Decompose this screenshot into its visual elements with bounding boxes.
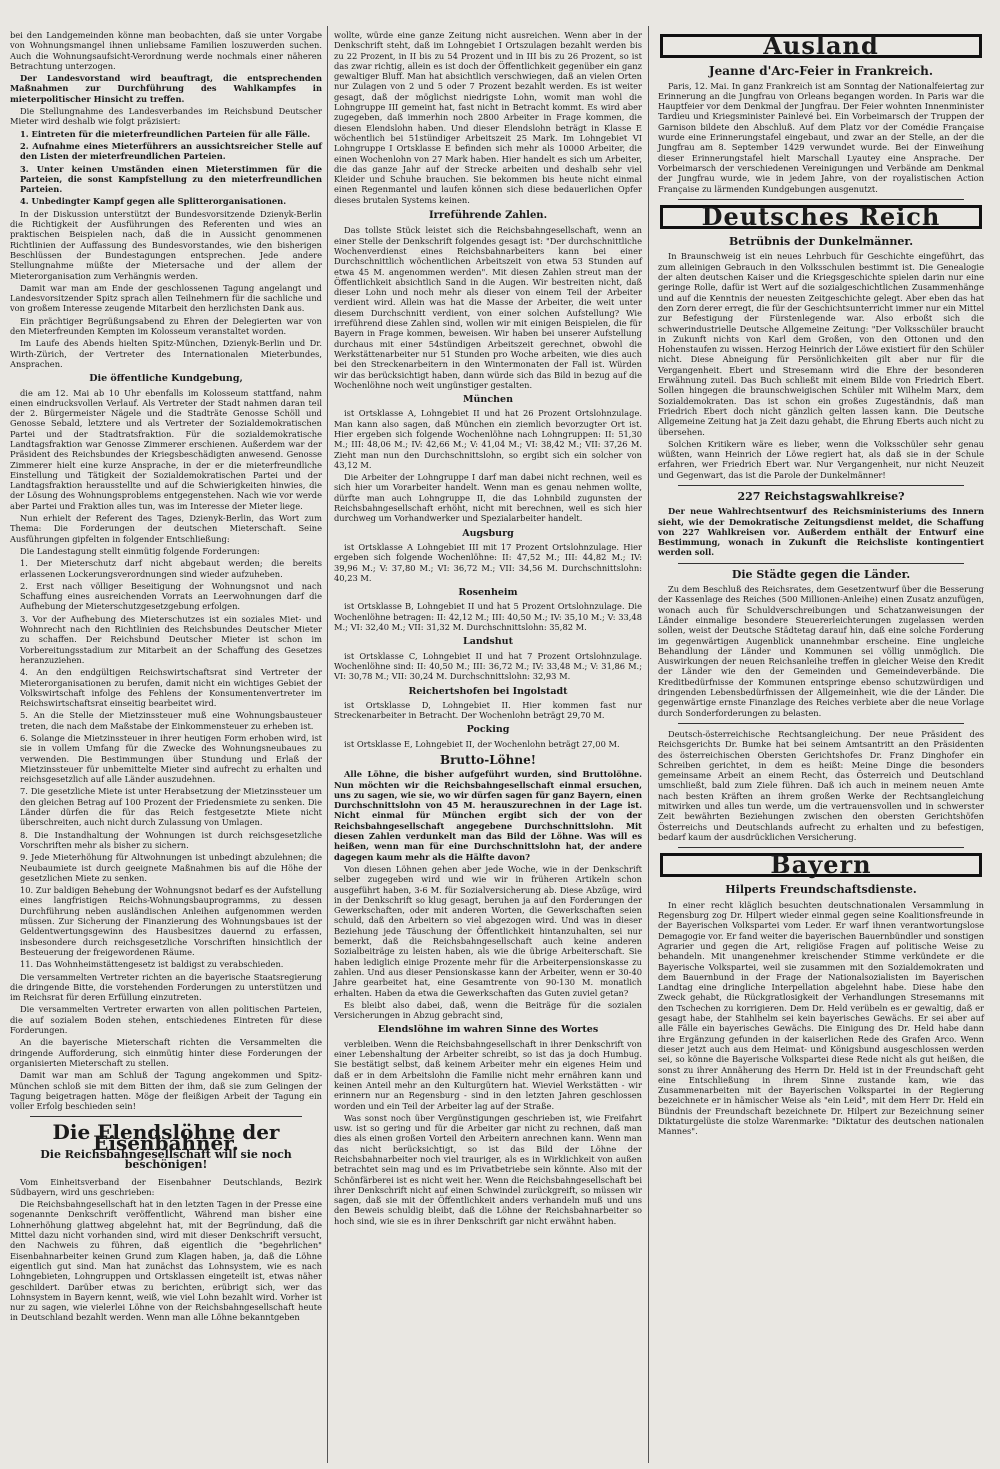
divider — [678, 847, 964, 848]
paragraph: Von diesen Löhnen gehen aber jede Woche, wie in der Denkschrift selber zugegeben wird und wie wir in früheren Artikeln schon ausgeführt haben, 3-6 M. für Sozialversicherung ab. Diese Abzüge, wird in der Denkschrift so klug gesagt, beruhen ja auf den Forderungen der Gewerkschaften, oder mit anderen Worten, die Gewerkschaften seien schuld, daß den Arbeitern so viel abgezogen wird. Und was in dieser Beziehung jede Täuschung der Öffentlichkeit hintanzuhalten, sei nur bemerkt, daß die Reichsbahngesellschaft auch keine anderen Sozialbeiträge zu leisten haben, als wie die übrige Arbeiterschaft. Sie haben lediglich einige Prozente mehr für die Arbeiterpensionskasse zu zahlen. Und aus dieser Pensionskasse kann der Arbeiter, wenn er 30-40 Jahre gearbeitet hat, eine Gesamtrente von 90-130 M. monatlich erhalten. Haben da etwa die Gewerkschaften das Guten zuviel getan? — [334, 863, 642, 998]
paragraph: Paris, 12. Mai. In ganz Frankreich ist am Sonntag der Nationalfeiertag zur Erinnerung an die Jungfrau von Orleans begangen worden. In Paris war die Hauptfeier vor dem Denkmal der Jungfrau. Der Feier wohnten Innenminister Tardieu und Kriegsminister Painlevé bei. Ein Vorbeimarsch der Truppen der Garnison bildete den Abschluß. Auf dem Platz vor der Comédie Française wurde eine Erinnerungstafel eingebaut, und zwar an der Stelle, an der die Jungfrau am 8. September 1429 verwundet wurde. Bei der Einweihung dieser Erinnerungstafel hielt Marschall Lyautey eine Ansprache. Der Vorbeimarsch der verschiedenen Vereinigungen und Verbände am Denkmal der Jungfrau wurde, wie in jedem Jahre, von der royalistischen Action Française zu lärmenden Kundgebungen ausgenutzt. — [658, 80, 984, 194]
paragraph: Im Laufe des Abends hielten Spitz-München, Dzienyk-Berlin und Dr. Wirth-Zürich, der Vertreter des Internationalen Mieterbundes, Ansprachen. — [10, 338, 322, 369]
list-item: 4. Unbedingter Kampf gegen alle Splitterorganisationen. — [20, 196, 287, 207]
list-item: 3. Unter keinen Umständen einen Mieterstimmen für die Parteien, die sonst Kampfstellung zu den mieterfreundlichen Parteien. — [20, 163, 322, 195]
column-left — [10, 30, 322, 1325]
article-headline: 227 Reichstagswahlkreise? — [737, 489, 905, 503]
paragraph: ist Ortsklasse C, Lohngebiet II und hat 7 Prozent Ortslohnzulage. Wochenlöhne sind: II: 40,50 M.; III: 36,72 M.; IV: 33,48 M.; V: 31,86 M.; VI: 30,78 M.; VII: 30,24 M. Durchschnittslohn: 32,93 M. — [334, 650, 642, 682]
position-list — [10, 129, 322, 207]
list-item: 3. Vor der Aufhebung des Mieterschutzes ist ein soziales Miet- und Wohnrecht nach den Richtlinien des Reichsbundes Deutscher Mieter zu schaffen. Der Reichsbund Deutscher Mieter ist schon im Vorbereitungsstadium zur Mitarbeit an der Schaffung des Gesetzes heranzuziehen. — [20, 613, 322, 665]
column-divider — [648, 26, 649, 1463]
section-heading: Die öffentliche Kundgebung, — [89, 373, 243, 385]
paragraph: Ein prächtiger Begrüßungsabend zu Ehren der Delegierten war von den Mieterfreunden Kempten im Kolosseum veranstaltet worden. — [10, 315, 322, 337]
paragraph: In Braunschweig ist ein neues Lehrbuch für Geschichte eingeführt, das zum alleinigen Gebrauch in den Volksschulen bestimmt ist. Die Genealogie der alten deutschen Kaiser und die Kriegsgeschichte spielen darin nur eine geringe Rolle, dafür ist Wert auf die sozialgeschichtlichen Zusammenhänge und auf die Kenntnis der neuesten Zeitgeschichte gelegt. Aber eben das hat den Zorn derer erregt, die für der Geschichtsunterricht immer nur ein Mittel zur Befestigung der Fürstenlegende war. Also erboßt sich die schwerindustrielle Deutsche Allgemeine Zeitung: "Der Volksschüler braucht in Zukunft nichts von Karl dem Großen, von den Ottonen und den Hohenstaufen zu wissen. Herzog Heinrich der Löwe existiert für den Schüler nicht. Diese Abneigung für Persönlichkeiten gilt aber nur für die Vergangenheit. Ebert und Stresemann wird die Ehre der besonderen Erwähnung zuteil. Das Buch schließt mit einem Bilde von Friedrich Ebert. Sollen hingegen die braunschweigischen Schüler mit Wilhelm Marx, dem Sozialdemokraten. Das ist schon ein großes Zugeständnis, daß man Friedrich Ebert doch nicht gänzlich gelten lassen kann. Die Deutsche Allgemeine Zeitung hat ja Zeit dazu gehabt, die Ehrung Eberts auch nicht zu übersehen. — [658, 251, 984, 437]
paragraph: verbleiben. Wenn die Reichsbahngesellschaft in ihrer Denkschrift von einer Lebenshaltung der Arbeiter schreibt, so ist das ja doch Humbug. Sie bestätigt selbst, daß keinem Arbeiter mehr ein eigenes Heim und daß er in dem Arbeitslohn die Familie nicht mehr ernähren kann und keinen Anteil mehr an den Kulturgütern hat. Wieviel Werkstätten - wir erinnern nur an Regensburg - sind in den letzten Jahren geschlossen worden und ein Teil der Arbeiter lag auf der Straße. — [334, 1038, 642, 1111]
section-heading: Brutto-Löhne! — [439, 753, 537, 767]
section-box-header: Deutsches Reich — [660, 205, 982, 229]
list-item: 9. Jede Mieterhöhung für Altwohnungen ist unbedingt abzulehnen; die Neubaumiete ist durch geeignete Maßnahmen bis auf die Höhe der gesetzlichen Miete zu senken. — [20, 852, 322, 883]
paragraph: Vom Einheitsverband der Eisenbahner Deutschlands, Bezirk Südbayern, wird uns geschrieben: — [10, 1176, 322, 1197]
article-headline: Hilperts Freundschaftsdienste. — [725, 883, 917, 897]
paragraph: Die Stellungnahme des Landesverbandes im Reichsbund Deutscher Mieter wird deshalb wie folgt präzisiert: — [10, 106, 322, 127]
paragraph: Damit war man am Schluß der Tagung angekommen und Spitz-München schloß sie mit dem Bitten der ihm, daß sie zum Gelingen der Tagung beigetragen hatten. Möge der fleißigen Arbeit der Tagung ein voller Erfolg beschieden sein! — [10, 1070, 322, 1112]
paragraph: ist Ortsklasse A, Lohngebiet II und hat 26 Prozent Ortslohnzulage. Man kann also sagen, daß München ein ziemlich bevorzugter Ort ist. Hier ergeben sich folgende Wochenlöhne nach Lohngruppen: II: 51,30 M.; III: 48,06 M.; IV: 42,66 M.; V: 41,04 M.; VI: 38,42 M.; VII: 37,26 M. Zieht man nun den Durchschnittslohn, so ergibt sich ein solcher von 43,12 M. — [334, 408, 642, 470]
article-headline: Die Elendslöhne der Eisenbahner. — [52, 1120, 280, 1155]
paragraph: Zu dem Beschluß des Reichsrates, dem Gesetzentwurf über die Besserung der Kassenlage des Reiches (500 Millionen-Anleihe) einen Zusatz anzufügen, wonach auch für Schuldverschreibungen und Schatzanweisungen der Länder einmalige besondere Steuererleichterungen zugelassen werden sollen, weist der Deutsche Städtetag darauf hin, daß eine solche Forderung im gegenwärtigen Augenblick unannehmbar erscheine. Eine ungleiche Behandlung der Länder und Kommunen sei völlig unmöglich. Die Auswirkungen der neuen Reichsanleihe treffen in gleicher Weise den Kredit der Länder wie den der Gemeinden und Gemeindeverbände. Die Kreditbedürfnisse der Kommunen entspringe ebenso schutzwürdigen und dringenden Lebensbedürfnissen der Allgemeinheit, wie die der Länder. Die gegenwärtige ernste Finanzlage des Reiches verbiete aber die neue Vorlage durch Sonderforderungen zu belasten. — [658, 584, 984, 718]
divider — [678, 485, 964, 486]
column-divider — [327, 26, 328, 1463]
paragraph: Die versammelten Vertreter erwarten von allen politischen Parteien, die auf sozialem Boden stehen, entschiedenes Eintreten für diese Forderungen. — [10, 1004, 322, 1036]
list-item: 4. An den endgültigen Reichswirtschaftsrat sind Vertreter der Mieterorganisationen zu berufen, damit nicht ein wichtiges Gebiet der Volkswirtschaft infolge des Fehlens der Konsumentenvertreter im Reichswirtschaftsrat einseitig bearbeitet wird. — [20, 667, 322, 709]
paragraph: Damit war man am Ende der geschlossenen Tagung angelangt und Landesvorsitzender Spitz sprach allen Teilnehmern für die sachliche und von großem Interesse zeugende Mitarbeit den herzlichsten Dank aus. — [10, 282, 322, 314]
column-right — [658, 30, 984, 1139]
section-box-header: Ausland — [660, 34, 982, 58]
paragraph: bei den Landgemeinden könne man beobachten, daß sie unter Vorgabe von Wohnungsmangel ihnen unliebsame Familien loszuwerden suchen. Auch die Wohnungsaufsicht-Verordnung werde nochmals einer näheren Betrachtung unterzogen. — [10, 30, 322, 71]
paragraph: ist Ortsklasse E, Lohngebiet II, der Wochenlohn beträgt 27,00 M. — [344, 738, 620, 749]
city-heading: Landshut — [463, 636, 513, 648]
article-subheadline: Die Reichsbahngesellschaft will sie noch beschönigen! — [40, 1147, 292, 1172]
paragraph: wollte, würde eine ganze Zeitung nicht ausreichen. Wenn aber in der Denkschrift steht, daß im Lohngebiet I Ortszulagen bezahlt werden bis zu 22 Prozent, in II bis zu 54 Prozent und in III bis zu 26 Prozent, so ist das zwar richtig, allein es ist doch der Öffentlichkeit gegenüber ein ganz gewaltiger Bluff. Man hat absichtlich verschwiegen, daß an vielen Orten nur Zulagen von 2 und 5 oder 7 Prozent bezahlt werden. Es ist weiter gesagt, daß der möglichst niedrigste Lohn, womit man wohl die Lohngruppe III gemeint hat, fast nicht in Betracht kommt. Es wird aber zugegeben, daß immerhin noch 2800 Arbeiter in Frage kommen, die diesen Elendslohn haben. Und dieser Elendslohn beträgt in Klasse E wöchentlich bei 51stündiger Arbeitszeit 25 Mark. Im Lohngebiet VI Lohngruppe I Ortsklasse E befinden sich mehr als 10000 Arbeiter, die einen Wochenlohn von 27 Mark haben. Hier handelt es sich um Arbeiter, die das ganze Jahr auf der Strecke arbeiten und deshalb sehr viel Kleider und Schuhe brauchen. Sie bekommen bis heute nicht einmal einen Regenmantel und laufen können sich diese bedauerlichen Opfer dieses brutalen Systems keinen. — [334, 30, 642, 205]
city-heading: Rosenheim — [458, 587, 518, 599]
list-item: 2. Aufnahme eines Mieterführers an aussichtsreicher Stelle auf den Listen der mieterfreundlichen Parteien. — [20, 140, 322, 162]
paragraph: Die Arbeiter der Lohngruppe I darf man dabei nicht rechnen, weil es sich hier um Vorarbeiter handelt. Wenn man es genau nehmen wollte, dürfte man auch Lohngruppe II, die das Lohnbild zugunsten der Reichsbahngesellschaft erhöht, nicht mit berechnen, weil es sich hier durchweg um Vorhandwerker und Spezialarbeiter handelt. — [334, 472, 642, 524]
paragraph: Die versammelten Vertreter richten an die bayerische Staatsregierung die dringende Bitte, die vorstehenden Forderungen zu unterstützen und im Reichsrat für deren Erfüllung einzutreten. — [10, 971, 322, 1003]
divider — [30, 1116, 302, 1117]
section-heading: Irreführende Zahlen. — [428, 210, 548, 222]
paragraph: In einer recht kläglich besuchten deutschnationalen Versammlung in Regensburg zog Dr. Hilpert wieder einmal gegen seine Koalitionsfreunde in der Bayerischen Volkspartei vom Leder. Er warf ihnen verantwortungslose Demagogie vor. Er fand weiter die bayerischen Bauernbündler und sonstigen Agrarier und gegen die Art, religiöse Fragen auf politische Weise zu behandeln. Mit unangenehmer kreischender Stimme verkündete er die Bayerische Volkspartei, weil sie zusammen mit den Sozialdemokraten und dem Bauernbund in der Frage der Nationalsozialisten im Bayerischen Landtag eine dringliche Interpellation abgelehnt habe. Diese habe den Zweck gehabt, die Rückgratlosigkeit der Verhandlungen Stresemanns mit den Tschechen zu korrigieren. Dem Dr. Held verübeln es er gewaltig, daß er gesagt habe, der Stahlhelm sei kein bayerisches Gewächs. Er sei aber auf alle Fälle ein bayerisches Gewächs. Die Einigung des Dr. Held habe dann ihre Ergänzung gefunden in der kaiserlichen Rede des Grafen Arco. Wenn dieser jetzt auch aus dem Heimat- und Königsbund ausgeschlossen werden sei, so könne die Bayerische Volkspartei diese Rede nicht als gut heißen, die sonst zu ihrer Annäherung des Herrn Dr. Held ist in der Freundschaft geht eine Entschließung in ihrem Sinne zustande kam, wie das Zusammenarbeiten mit der Bayerischen Volkspartei in der Regierung bezeichnete er in hämischer Weise als "ein Leid", mit dem Herr Dr. Held ein Bündnis der Freundschaft bezeichnete Dr. Hilpert zur Bezeichnung seiner Diktaturgelüste die stolze Warenmarke: "Diktatur des deutschen nationalen Mannes". — [658, 899, 984, 1137]
paragraph: Es bleibt also dabei, daß, wenn die Beiträge für die sozialen Versicherungen in Abzug gebracht sind, — [334, 999, 642, 1021]
section-heading: Elendslöhne im wahren Sinne des Wortes — [377, 1024, 599, 1036]
list-item: 8. Die Instandhaltung der Wohnungen ist durch reichsgesetzliche Vorschriften mehr als bisher zu sichern. — [20, 829, 322, 850]
article-headline: Betrübnis der Dunkelmänner. — [728, 235, 914, 249]
paragraph: Was sonst noch über Vergünstigungen geschrieben ist, wie Freifahrt usw. ist so gering und für die Arbeiter gar nicht zu rechnen, daß man dies als einen großen Vorteil den Arbeitern anrechnen kann. Wenn man das nicht berücksichtigt, so ist das Bild der Löhne der Reichsbahnarbeiter noch viel trauriger, als es in Wirklichkeit von außen betrachtet sein mag und es im Privatbetriebe sein könnte. Also mit der Schönfärberei ist es nicht weit her. Wenn die Reichsbahngesellschaft bei ihrer Denkschrift nicht auf einen Schwindel zurückgreift, so müssen wir sagen, daß sie mit der Öffentlichkeit anders verhandeln muß und uns den Beweis schuldig bleibt, daß die Löhne der Reichsbahnarbeiter so hoch sind, wie sie es in ihrer Denkschrift gar nicht erwähnt haben. — [334, 1112, 642, 1226]
paragraph: Nun erhielt der Referent des Tages, Dzienyk-Berlin, das Wort zum Thema: Die Forderungen der deutschen Mieterschaft. Seine Ausführungen gipfelten in folgender Entschließung: — [10, 513, 322, 544]
paragraph: ist Ortsklasse D, Lohngebiet II. Hier kommen fast nur Streckenarbeiter in Betracht. Der Wochenlohn beträgt 29,70 M. — [334, 699, 642, 721]
divider — [678, 563, 964, 564]
list-item: 1. Der Mieterschutz darf nicht abgebaut werden; die bereits erlassenen Lockerungsverordnungen sind wieder aufzuheben. — [20, 558, 322, 579]
paragraph: die am 12. Mai ab 10 Uhr ebenfalls im Kolosseum stattfand, nahm einen eindrucksvollen Verlauf. Als Vertreter der Stadt nahmen daran teil der 2. Bürgermeister Nägele und die Stadträte Genosse Schöll und Genosse Sebald, letztere und als Vertreter der Sozialdemokratischen Partei und der Stadtratsfraktion. Für die sozialdemokratische Landtagsfraktion war Genosse Zimmerer erschienen. Außerdem war der Präsident des Reichsbundes der Kriegsbeschädigten anwesend. Genosse Zimmerer hielt eine kurze Ansprache, in der er die mieterfreundliche Einstellung und Tätigkeit der Sozialdemokratischen Partei und der Landtagsfraktion herausstellte und auf die Schwierigkeiten hinwies, die der Lösung des Wohnungsproblems entgegenstehen. Nach wie vor werde aber Partei und Fraktion alles tun, was im Interesse der Mieter liege. — [10, 387, 322, 511]
list-item: 7. Die gesetzliche Miete ist unter Herabsetzung der Mietzinssteuer um den gleichen Betrag auf 100 Prozent der Friedensmiete zu senken. Die Länder dürfen die für das Reich festgesetzte Miete nicht überschreiten, auch nicht durch Zulassung von Umlagen. — [20, 786, 322, 828]
paragraph: Der Landesvorstand wird beauftragt, die entsprechenden Maßnahmen zur Durchführung des Wahlkampfes in mieterpolitischer Hinsicht zu treffen. — [10, 73, 322, 104]
demands-list — [10, 558, 322, 969]
section-box-header: Bayern — [660, 853, 982, 877]
city-heading: Reichertshofen bei Ingolstadt — [408, 685, 568, 697]
list-item: 6. Solange die Mietzinssteuer in ihrer heutigen Form erhoben wird, ist sie in vollem Umfang für die Zwecke des Wohnungsneubaues zu verwenden. Die Bestimmungen über Stundung und Erlaß der Mietzinssteuer für unbemittelte Mieter sind aufrecht zu erhalten und reichsgesetzlich auf alle Länder auszudehnen. — [20, 733, 322, 785]
paragraph: Alle Löhne, die bisher aufgeführt wurden, sind Bruttolöhne. Nun möchten wir die Reichsbahngesellschaft einmal ersuchen, uns zu sagen, wie sie, wo wir dürfen sagen für ganz Bayern, einen Durchschnittslohn von 45 M. herauszurechnen in der Lage ist. Nicht einmal für München ergibt sich der von der Reichsbahngesellschaft angegebene Durchschnittslohn. Mit diesen Zahlen verdunkelt man das Bild der Löhne. Was will es heißen, wenn man für eine Durchschnittslohn hat, der andere dagegen kaum mehr als die Hälfte davon? — [334, 769, 642, 862]
paragraph: Die Landestagung stellt einmütig folgende Forderungen: — [20, 545, 260, 556]
city-heading: Augsburg — [462, 527, 514, 539]
article-headline: Die Städte gegen die Länder. — [731, 567, 911, 581]
list-item: 5. An die Stelle der Mietzinssteuer muß eine Wohnungsbausteuer treten, die nach dem Maßstabe der Einkommensteuer zu erheben ist. — [20, 710, 322, 731]
paragraph: Deutsch-österreichische Rechtsangleichung. Der neue Präsident des Reichsgerichts Dr. Bumke hat bei seinem Amtsantritt an den Präsidenten des österreichischen Obersten Gerichtshofes Dr. Franz Dinghofer ein Schreiben gerichtet, in dem es heißt: Meine Dinge die besonders gemeinsame Arbeit an einem Recht, das Österreich und Deutschland umschließt, bald zum Ziele führen. Daß ich auch in meinem neuen Amte nach besten Kräften an ihrem großen Werke der Rechtsangleichung mitwirken und alles tun werde, um die vertrauensvollen und in schwerster Zeit bewährten Beziehungen zwischen den obersten Gerichtshöfen Österreichs und Deutschlands aufrecht zu erhalten und zu befestigen, bedarf kaum der ausdrücklichen Versicherung. — [658, 728, 984, 842]
city-heading: München — [463, 394, 513, 406]
paragraph: Die Reichsbahngesellschaft hat in den letzten Tagen in der Presse eine sogenannte Denkschrift veröffentlicht, Während man bisher eine Lohnerhöhung glattweg abgelehnt hat, mit der Begründung, daß die Mittel dazu nicht vorhanden sind, wird mit dieser Denkschrift versucht, den Nachweis zu führen, daß eigentlich die "begehrlichen" Eisenbahnarbeiter keinen Grund zum Klagen haben, ja, daß die Löhne eigentlich gut sind. Man hat zunächst das Lohnsystem, wie es nach Lohngebieten, Lohngruppen und Ortsklassen eingeteilt ist, etwas näher geschildert. Darüber etwas zu berichten, erübrigt sich, wer das Lohnsystem in Bayern kennt, weiß, wie viel Lohn bezahlt wird. Vorher ist nur zu sagen, wie vielerlei Löhne von der Reichsbahngesellschaft heute in Deutschland bezahlt werden. Wenn man alle Löhne bekanntgeben — [10, 1199, 322, 1323]
divider — [678, 199, 964, 200]
paragraph: Solchen Kritikern wäre es lieber, wenn die Volksschüler sehr genau wüßten, wann Heinrich der Löwe regiert hat, als daß sie in der Schule erfahren, wer Friedrich Ebert war. Nur Vergangenheit, nur nicht Neuzeit und Gegenwart, das ist die Parole der Dunkelmänner! — [658, 438, 984, 480]
paragraph: Der neue Wahlrechtsentwurf des Reichsministeriums des Innern sieht, wie der Demokratische Zeitungsdienst meldet, die Schaffung von 227 Wahlkreisen vor. Außerdem enthält der Entwurf eine Bestimmung, wonach in Zukunft die Reichsliste kontingentiert werden soll. — [658, 506, 984, 558]
list-item: 10. Zur baldigen Behebung der Wohnungsnot bedarf es der Aufstellung eines langfristigen Reichs-Wohnungsbauprogramms, zu dessen Durchführung neben ausländischen Anleihen aufgenommen werden müssen. Zur Sicherung der Finanzierung des Wohnungsbaues ist der Geldentwertungsgewinn des Hausbesitzes dauernd zu erfassen, insbesondere durch reichsgesetzliche Vorschriften hinsichtlich der Besteuerung der freigewordenen Räume. — [20, 885, 322, 957]
paragraph: In der Diskussion unterstützt der Bundesvorsitzende Dzienyk-Berlin die Richtigkeit der Ausführungen des Referenten und wies an praktischen Beispielen nach, daß die in Aussicht genommenen Richtlinien der Auffassung des Bundesvorstandes, wie den bisherigen Beschlüssen der Bundestagungen entsprechen. Jede andere Stellungnahme müßte der Mietersache und der allem der Mieterorganisation zum Verhängnis werden. — [10, 208, 322, 281]
city-heading: Pocking — [466, 724, 510, 736]
article-headline: Jeanne d'Arc-Feier in Frankreich. — [708, 64, 934, 79]
list-item: 11. Das Wohnheimstättengesetz ist baldigst zu verabschieden. — [20, 959, 284, 970]
paragraph: ist Ortsklasse A Lohngebiet III mit 17 Prozent Ortslohnzulage. Hier ergeben sich folgende Wochenlöhne: II: 47,52 M.; III: 44,82 M.; IV: 39,96 M.; V: 37,80 M.; VI: 36,72 M.; VII: 34,56 M. Durchschnittslohn: 40,23 M. — [334, 541, 642, 583]
column-middle — [334, 30, 642, 1228]
list-item: 1. Eintreten für die mieterfreundlichen Parteien für alle Fälle. — [20, 128, 311, 139]
paragraph: Das tollste Stück leistet sich die Reichsbahngesellschaft, wenn an einer Stelle der Denkschrift folgendes gesagt ist: "Der durchschnittliche Wochenverdienst eines Reichsbahnarbeiters kann bei einer Durchschnittlich wöchentlichen Arbeitszeit von etwa 53 Stunden auf etwa 45 M. angenommen werden". Mit diesen Zahlen streut man der Öffentlichkeit absichtlich Sand in die Augen. Wir bestreiten nicht, daß dieser Lohn und noch mehr als dieser von einem Teil der Arbeiter verdient wird. Allein was hat die Masse der Arbeiter, die weit unter diesem Durchschnitt verdient, von einer solchen Aufstellung? Wie irreführend diese Zahlen sind, wollen wir mit einigen Beispielen, die für Bayern in Frage kommen, beweisen. Wir haben bei unserer Aufstellung durchaus mit einer 54stündigen Arbeitszeit gerechnet, obwohl die Werkstättenarbeiter nur 51 Stunden pro Woche arbeiten, wie dies auch bei den Streckenarbeitern in den Wintermonaten der Fall ist. Würden wir das berücksichtigt haben, dann würde sich das Bild in bezug auf die Wochenlöhne noch weit ungünstiger gestalten. — [334, 225, 642, 390]
paragraph: ist Ortsklasse B, Lohngebiet II und hat 5 Prozent Ortslohnzulage. Die Wochenlöhne betragen: II: 42,12 M.; III: 40,50 M.; IV: 35,10 M.; V: 33,48 M.; VI: 32,40 M.; VII: 31,32 M. Durchschnittslohn: 35,82 M. — [334, 601, 642, 633]
list-item: 2. Erst nach völliger Beseitigung der Wohnungsnot und nach Schaffung eines ausreichenden Vorrats an Leerwohnungen darf die Aufhebung der Mieterschutzgesetzgebung erfolgen. — [20, 580, 322, 612]
paragraph: An die bayerische Mieterschaft richten die Versammelten die dringende Aufforderung, sich einmütig hinter diese Forderungen der organisierten Mieterschaft zu stellen. — [10, 1037, 322, 1068]
divider — [678, 723, 964, 724]
